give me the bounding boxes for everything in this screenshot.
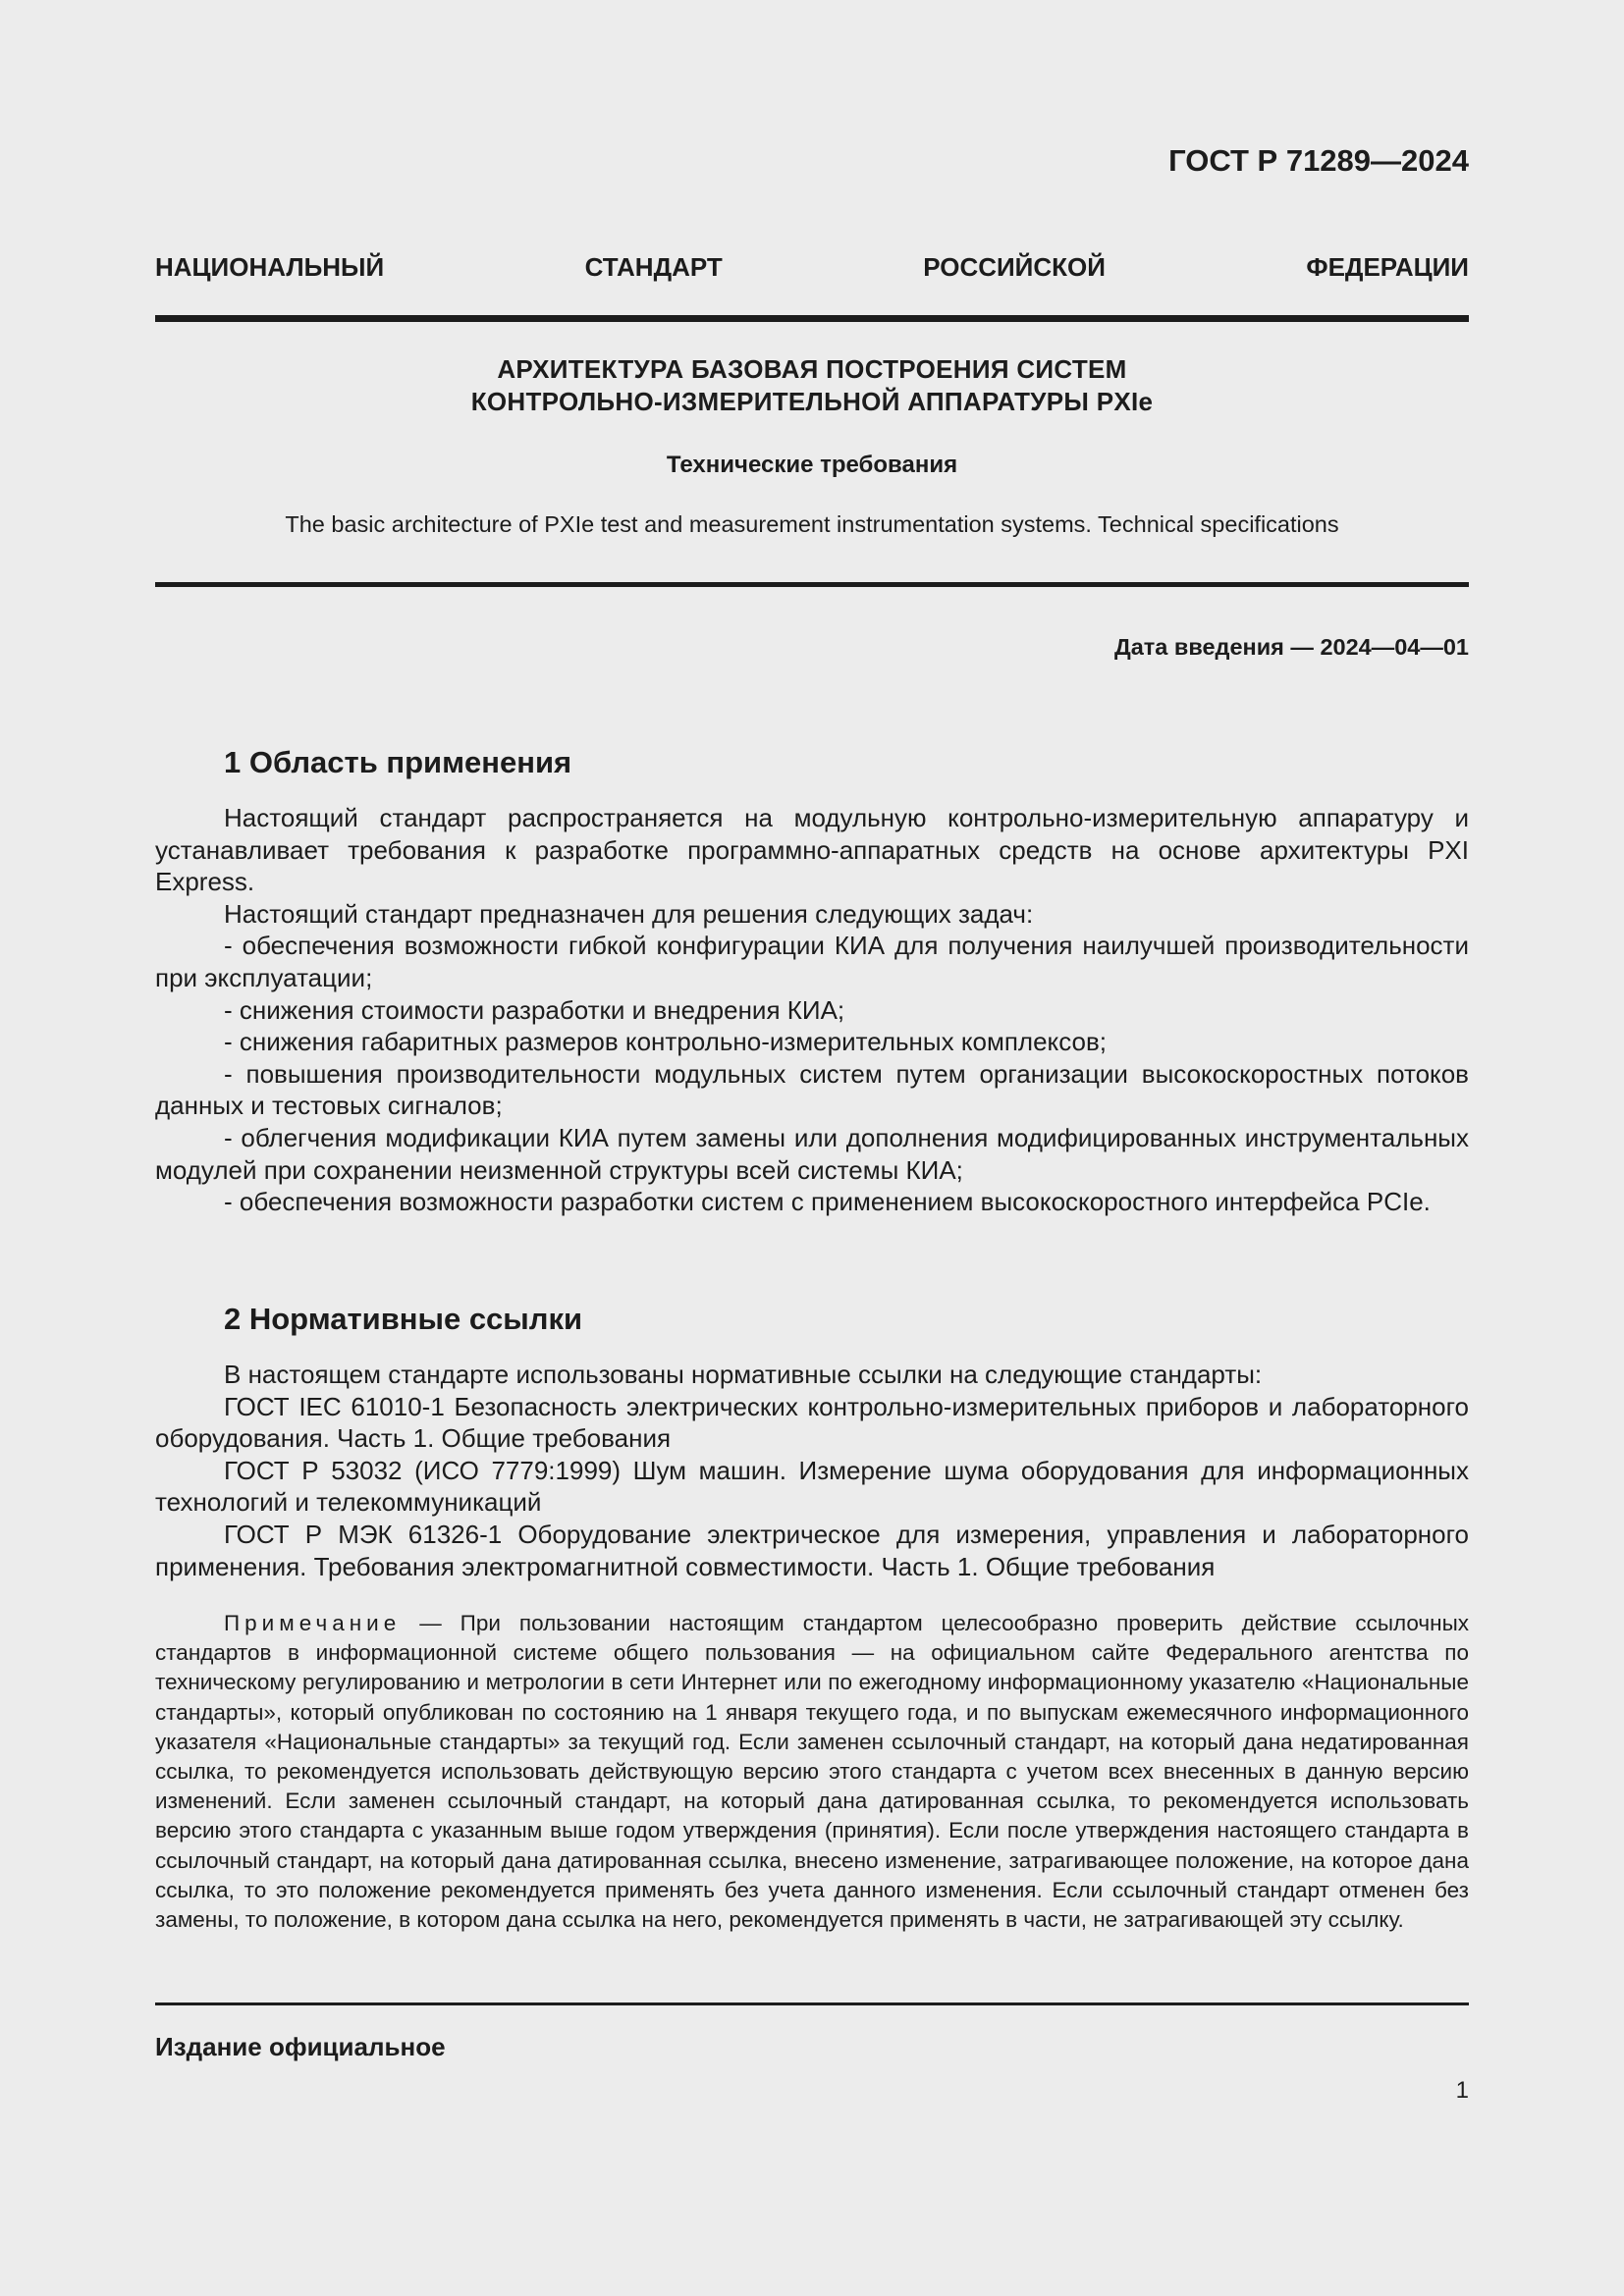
title-line-2: КОНТРОЛЬНО-ИЗМЕРИТЕЛЬНОЙ АППАРАТУРЫ PXIe (470, 387, 1154, 416)
note-text: — При пользовании настоящим стандартом целесообразно проверить действие ссылочных стандартов в информационной системе общего пользования — на официальном сайте Федерального агентства по техническому регулированию и метрологии в сети Интернет или по ежегодному информационному указателю «Национальные стандарты», который опубликован по состоянию на 1 января текущего года, и по выпускам ежемесячного информационного указателя «Национальные стандарты» за текущий год. Если заменен ссылочный стандарт, на который дана недатированная ссылка, то рекомендуется использовать действующую версию этого стандарта с учетом всех внесенных в данную версию изменений. Если заменен ссылочный стандарт, на который дана датированная ссылка, то рекомендуется использовать версию этого стандарта с указанным выше годом утверждения (принятия). Если после утверждения настоящего стандарта в ссылочный стандарт, на который дана датированная ссылка, внесено изменение, затрагивающее положение, на которое дана ссылка, то это положение рекомендуется применять без учета данного изменения. Если ссылочный стандарт отменен без замены, то положение, в котором дана ссылка на него, рекомендуется применять в части, не затрагивающей эту ссылку. (155, 1611, 1469, 1933)
reference-item: ГОСТ Р 53032 (ИСО 7779:1999) Шум машин. Измерение шума оборудования для информационных технологий и телекоммуникаций (155, 1455, 1469, 1518)
introduction-date: Дата введения — 2024—04—01 (1113, 634, 1469, 660)
standard-number: ГОСТ Р 71289—2024 (1168, 143, 1469, 178)
section-2-body (155, 1359, 1469, 1582)
header-rule (155, 315, 1469, 322)
document-title (155, 353, 1469, 418)
note-block (155, 1609, 1469, 1935)
page-number: 1 (1455, 2077, 1469, 2104)
list-item: - снижения габаритных размеров контрольно-измерительных комплексов; (224, 1027, 1107, 1057)
title-rule (155, 582, 1469, 587)
title-line-1: АРХИТЕКТУРА БАЗОВАЯ ПОСТРОЕНИЯ СИСТЕМ (497, 354, 1127, 384)
edition-label: Издание официальное (155, 2032, 446, 2061)
english-title: The basic architecture of PXIe test and measurement instrumentation systems. Technical specifications (285, 511, 1339, 537)
list-item: - снижения стоимости разработки и внедрения КИА; (224, 994, 845, 1025)
section-1-heading: 1 Область применения (224, 745, 572, 779)
reference-item: ГОСТ Р МЭК 61326-1 Оборудование электрическое для измерения, управления и лабораторного применения. Требования электромагнитной совместимости. Часть 1. Общие требования (155, 1519, 1469, 1581)
list-item: - облегчения модификации КИА путем замены или дополнения модифицированных инструментальных модулей при сохранении неизменной структуры всей системы КИА; (155, 1122, 1469, 1185)
paragraph: Настоящий стандарт предназначен для решения следующих задач: (224, 898, 1034, 929)
section-1-body (155, 802, 1469, 1218)
section-2-heading: 2 Нормативные ссылки (224, 1302, 583, 1336)
paragraph: В настоящем стандарте использованы нормативные ссылки на следующие стандарты: (224, 1360, 1263, 1389)
list-item: - обеспечения возможности разработки систем с применением высокоскоростного интерфейса PCIe. (224, 1187, 1431, 1217)
footer-rule (155, 2002, 1469, 2005)
paragraph: Настоящий стандарт распространяется на модульную контрольно-измерительную аппаратуру и устанавливает требования к разработке программно-аппаратных средств на основе архитектуры PXI Express. (155, 803, 1469, 897)
document-subtitle: Технические требования (666, 452, 958, 478)
reference-item: ГОСТ IEC 61010-1 Безопасность электрических контрольно-измерительных приборов и лабораторного оборудования. Часть 1. Общие требования (155, 1391, 1469, 1454)
list-item: - обеспечения возможности гибкой конфигурации КИА для получения наилучшей производительности при эксплуатации; (155, 931, 1469, 992)
national-standard-heading: НАЦИОНАЛЬНЫЙ СТАНДАРТ РОССИЙСКОЙ ФЕДЕРАЦИИ (155, 252, 1469, 282)
list-item: - повышения производительности модульных систем путем организации высокоскоростных потоков данных и тестовых сигналов; (155, 1058, 1469, 1121)
note-label: Примечание (224, 1611, 402, 1635)
